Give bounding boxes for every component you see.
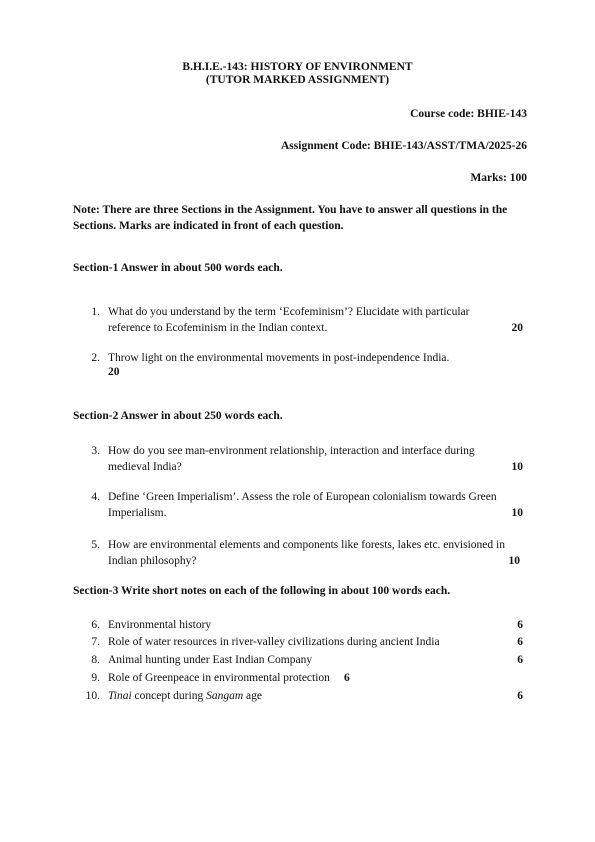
question-marks: 10 xyxy=(511,461,523,473)
question-number: 3. xyxy=(91,445,100,457)
instructions-note: Note: There are three Sections in the Assignment. You have to answer all questions in the Sections. Marks are indicated in front of each question. xyxy=(73,204,508,232)
question-marks: 10 xyxy=(511,507,523,519)
section-heading-2: Section-2 Answer in about 250 words each. xyxy=(73,410,283,422)
question-number: 2. xyxy=(91,352,100,364)
question-text-line: What do you understand by the term ‘Ecofeminism’? Elucidate with particular xyxy=(108,306,470,318)
document-title: B.H.I.E.-143: HISTORY OF ENVIRONMENT xyxy=(182,61,413,73)
question-text-line: reference to Ecofeminism in the Indian context. xyxy=(108,322,328,334)
question-text-line: Animal hunting under East Indian Company xyxy=(108,654,313,666)
question-marks: 20 xyxy=(108,366,120,378)
question-text-line: medieval India? xyxy=(108,461,182,473)
total-marks: Marks: 100 xyxy=(470,172,527,184)
text-fragment: concept during xyxy=(131,690,207,702)
section-heading-1: Section-1 Answer in about 500 words each. xyxy=(73,262,283,274)
italic-term: Tinai xyxy=(108,690,132,702)
question-marks: 6 xyxy=(517,690,523,702)
question-text-line: Environmental history xyxy=(108,619,212,631)
question-number: 9. xyxy=(91,672,100,684)
question-text-line: Throw light on the environmental movements in post-independence India. xyxy=(108,352,450,364)
question-marks: 10 xyxy=(508,555,520,567)
question-marks: 6 xyxy=(517,619,523,631)
question-number: 1. xyxy=(91,306,100,318)
assignment-code: Assignment Code: BHIE-143/ASST/TMA/2025-26 xyxy=(281,140,527,152)
question-number: 5. xyxy=(91,539,100,551)
document-subtitle: (TUTOR MARKED ASSIGNMENT) xyxy=(205,74,390,86)
question-marks: 20 xyxy=(511,322,523,334)
course-code: Course code: BHIE-143 xyxy=(410,108,527,120)
question-text-line: Indian philosophy? xyxy=(108,555,197,567)
question-number: 7. xyxy=(91,636,100,648)
question-text-line: How are environmental elements and components like forests, lakes etc. envisioned in xyxy=(108,539,505,551)
italic-term: Sangam xyxy=(206,690,244,702)
question-text-line: Role of water resources in river-valley civilizations during ancient India xyxy=(108,636,440,648)
text-fragment: age xyxy=(243,690,262,702)
question-text-line: How do you see man-environment relationship, interaction and interface during xyxy=(108,445,475,457)
question-text-line: Role of Greenpeace in environmental protection xyxy=(108,672,330,684)
question-marks: 6 xyxy=(517,654,523,666)
question-marks: 6 xyxy=(344,672,350,684)
question-text-line xyxy=(108,688,262,704)
question-text-line: Imperialism. xyxy=(108,507,167,519)
question-marks: 6 xyxy=(517,636,523,648)
question-number: 10. xyxy=(85,690,100,702)
question-number: 4. xyxy=(91,491,100,503)
section-heading-3: Section-3 Write short notes on each of the following in about 100 words each. xyxy=(73,585,451,597)
question-number: 6. xyxy=(91,619,100,631)
question-text-line: Define ‘Green Imperialism’. Assess the role of European colonialism towards Green xyxy=(108,491,497,503)
question-number: 8. xyxy=(91,654,100,666)
